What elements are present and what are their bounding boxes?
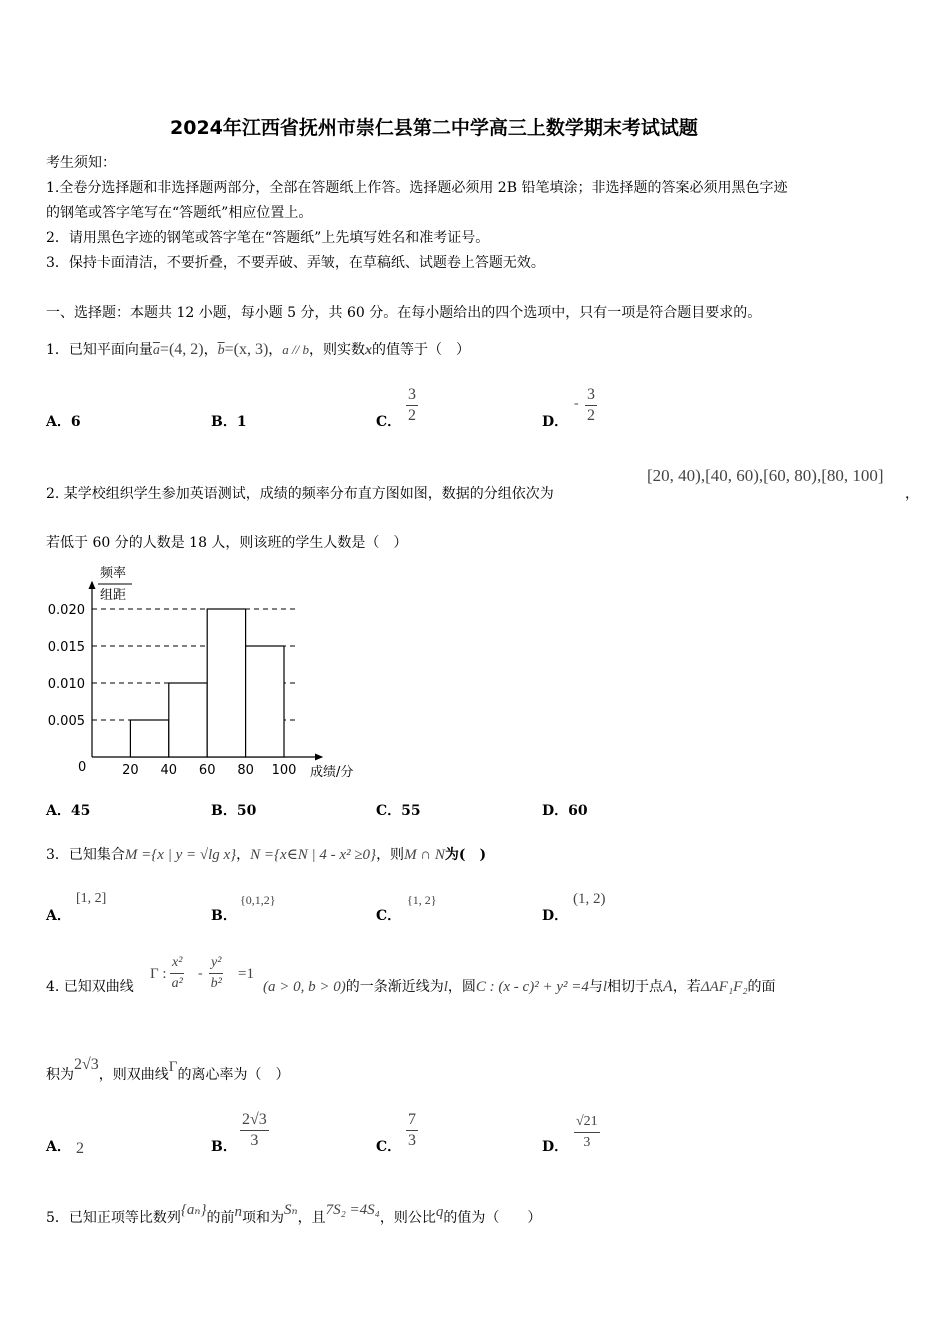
notice-line-1a: 1.全卷分选择题和非选择题两部分，全部在答题纸上作答。选择题必须用 2B 铅笔填涂；非选择题的答案必须用黑色字迹 <box>46 180 788 196</box>
q3-intersection: M ∩ N <box>404 847 445 863</box>
q4-text-5: 相切于点 <box>607 979 664 995</box>
q5-text-5: ，则公比 <box>379 1210 436 1226</box>
q1-vector-b-value: =(x, 3) <box>224 341 269 358</box>
q3-stem <box>46 844 486 864</box>
y-tick-label: 0.015 <box>47 640 85 655</box>
q5-text-1: 5．已知正项等比数列 <box>46 1210 181 1226</box>
q5-text-6: 的值为（ ） <box>443 1210 542 1226</box>
q4-gamma-2: Γ <box>168 1059 178 1075</box>
y-label-top: 频率 <box>100 566 127 581</box>
x-axis-label: 成绩/分 <box>310 765 354 780</box>
q4-option-b-fraction: $\frac{2√3}{3}$ <box>242 1111 267 1149</box>
q2-groups: [20, 40),[40, 60),[60, 80),[80, 100] <box>647 466 884 485</box>
q4-option-a[interactable]: A． <box>46 1139 71 1155</box>
q1-sep: ， <box>203 342 218 358</box>
q3-option-d[interactable]: D． <box>542 908 569 924</box>
notice-heading: 考生须知： <box>46 155 116 171</box>
q5-text-2: 的前 <box>206 1210 235 1226</box>
q4-frac-y: $\frac{\text{y²}}{\text{b²}}$ <box>210 955 222 991</box>
y-tick-label: 0.010 <box>47 677 85 692</box>
q4-option-b[interactable]: B． <box>211 1139 237 1155</box>
q4-line-l-2: l <box>602 979 608 995</box>
histogram-bar-60-80 <box>207 609 245 757</box>
q3-option-b-value: {0,1,2} <box>240 893 276 907</box>
notice-line-3: 3．保持卡面清洁，不要折叠，不要弄破、弄皱，在草稿纸、试题卷上答题无效。 <box>46 255 545 271</box>
q4-point-a: A <box>663 978 673 995</box>
page-title: 2024年江西省抚州市崇仁县第二中学高三上数学期末考试试题 <box>170 117 698 139</box>
q4-gamma: Γ : <box>150 966 167 982</box>
q4-text-7: 的面 <box>747 979 776 995</box>
q5-text-3: 项和为 <box>242 1210 284 1226</box>
q4-text-2: 的一条渐近线为 <box>345 979 444 995</box>
q2-option-d[interactable]: D．60 <box>542 803 588 819</box>
q4-equals: =1 <box>238 966 254 982</box>
q1-vector-a-value: =(4, 2) <box>159 341 204 358</box>
q5-var-q: q <box>435 1204 444 1220</box>
notice-line-2: 2．请用黑色字迹的钢笔或答字笔在“答题纸”上先填写姓名和准考证号。 <box>46 230 490 246</box>
q5-sequence: {aₙ} <box>180 1202 207 1218</box>
q1-sep-2: ， <box>268 342 283 358</box>
x-tick-label: 20 <box>122 763 139 778</box>
q3-option-a[interactable]: A． <box>46 908 71 924</box>
q4-text-8: 积为 <box>46 1067 74 1083</box>
q1-option-d-fraction: $\frac{3}{2}$ <box>587 386 595 424</box>
q1-option-d-sign: - <box>574 396 579 411</box>
q3-option-c[interactable]: C． <box>376 908 402 924</box>
q3-set-n: N ={x∈N | 4 - x² ≥0} <box>250 847 377 863</box>
q4-option-c[interactable]: C． <box>376 1139 402 1155</box>
q4-option-d-fraction: $\frac{√21}{3}$ <box>576 1114 598 1150</box>
q1-text-1: 1．已知平面向量 <box>46 342 153 358</box>
q1-parallel: a // b <box>282 342 310 357</box>
q5-stem <box>46 1202 542 1227</box>
q5-sum-sn: Sₙ <box>284 1202 298 1218</box>
q4-text-3: ，圆 <box>447 979 476 995</box>
q4-circle: C : (x - c)² + y² =4 <box>475 979 589 995</box>
q1-var-x: x <box>365 343 373 358</box>
q2-stem-2: 若低于 60 分的人数是 18 人，则该班的学生人数是（ ） <box>46 535 408 551</box>
q3-option-a-value: [1, 2] <box>76 891 107 906</box>
x-tick-label: 60 <box>198 763 216 778</box>
x-tick-label: 100 <box>271 763 297 778</box>
q2-option-a[interactable]: A．45 <box>46 803 91 819</box>
q2-comma: ， <box>905 486 919 502</box>
q4-line-l: l <box>443 979 448 995</box>
x-tick-label: 40 <box>160 763 178 778</box>
q4-option-c-fraction: $\frac{7}{3}$ <box>408 1111 416 1149</box>
q3-set-m: M ={x | y = √lg x} <box>124 847 237 863</box>
q4-area: 2√3 <box>74 1056 99 1073</box>
q1-option-a[interactable]: A．6 <box>46 414 81 430</box>
histogram-bar-20-40 <box>130 720 168 757</box>
q4-text-6: ，若 <box>672 979 701 995</box>
q3-text-3: 为( ) <box>444 847 487 863</box>
q5-equation: 7S₂ =4S₄ <box>325 1202 380 1218</box>
q1-option-c-fraction: $\frac{3}{2}$ <box>408 386 416 424</box>
q2-option-b[interactable]: B．50 <box>211 803 257 819</box>
q5-text-4: ，且 <box>297 1210 326 1226</box>
histogram-bar-80-100 <box>246 646 284 757</box>
q4-minus: - <box>198 966 203 981</box>
q3-text-2: ，则 <box>376 847 405 863</box>
q2-stem-1: 2. 某学校组织学生参加英语测试，成绩的频率分布直方图如图，数据的分组依次为 <box>46 486 554 502</box>
notice-line-1b: 的钢笔或答字笔写在“答题纸”相应位置上。 <box>46 205 313 221</box>
q3-sep: ， <box>236 847 251 863</box>
q4-condition: (a > 0, b > 0) <box>263 979 346 995</box>
q4-triangle: ΔAF₁F₂ <box>700 979 748 995</box>
q4-text-9: ，则双曲线 <box>98 1067 169 1083</box>
q1-vector-a: $\overline{a}$ <box>152 343 160 358</box>
q4-text-10: 的离心率为（ ） <box>177 1067 290 1083</box>
q1-option-d[interactable]: D． <box>542 414 569 430</box>
q4-text-4: 与 <box>588 979 603 995</box>
q1-text-2: ，则实数 <box>309 342 366 358</box>
q4-line-1 <box>263 976 776 996</box>
q1-stem <box>46 339 470 359</box>
histogram-bar-40-60 <box>169 683 207 757</box>
x-tick-label: 80 <box>237 763 254 778</box>
q5-var-n: n <box>234 1204 242 1220</box>
q1-option-b[interactable]: B．1 <box>211 414 247 430</box>
q3-option-d-value: (1, 2) <box>573 891 606 907</box>
q1-vector-b: $\overline{b}$ <box>217 343 225 358</box>
q2-option-c[interactable]: C．55 <box>376 803 421 819</box>
y-tick-label: 0.020 <box>47 603 85 618</box>
q3-option-b[interactable]: B． <box>211 908 237 924</box>
q4-option-d[interactable]: D． <box>542 1139 569 1155</box>
q4-line-2 <box>46 1056 290 1084</box>
q1-text-3: 的值等于（ ） <box>372 342 471 358</box>
q1-option-c[interactable]: C． <box>376 414 402 430</box>
frequency-histogram <box>40 560 370 785</box>
q3-option-c-value: {1, 2} <box>407 893 437 907</box>
origin-label: 0 <box>78 760 87 775</box>
q4-frac-x: $\frac{\text{x²}}{\text{a²}}$ <box>171 955 183 991</box>
y-tick-label: 0.005 <box>47 714 85 729</box>
section-heading: 一、选择题：本题共 12 小题，每小题 5 分，共 60 分。在每小题给出的四个选项中，只有一项是符合题目要求的。 <box>46 305 762 321</box>
q4-text-1: 4. 已知双曲线 <box>46 979 134 995</box>
q3-text-1: 3．已知集合 <box>46 847 125 863</box>
q4-option-a-value: 2 <box>76 1140 84 1157</box>
y-label-bottom: 组距 <box>100 588 127 603</box>
